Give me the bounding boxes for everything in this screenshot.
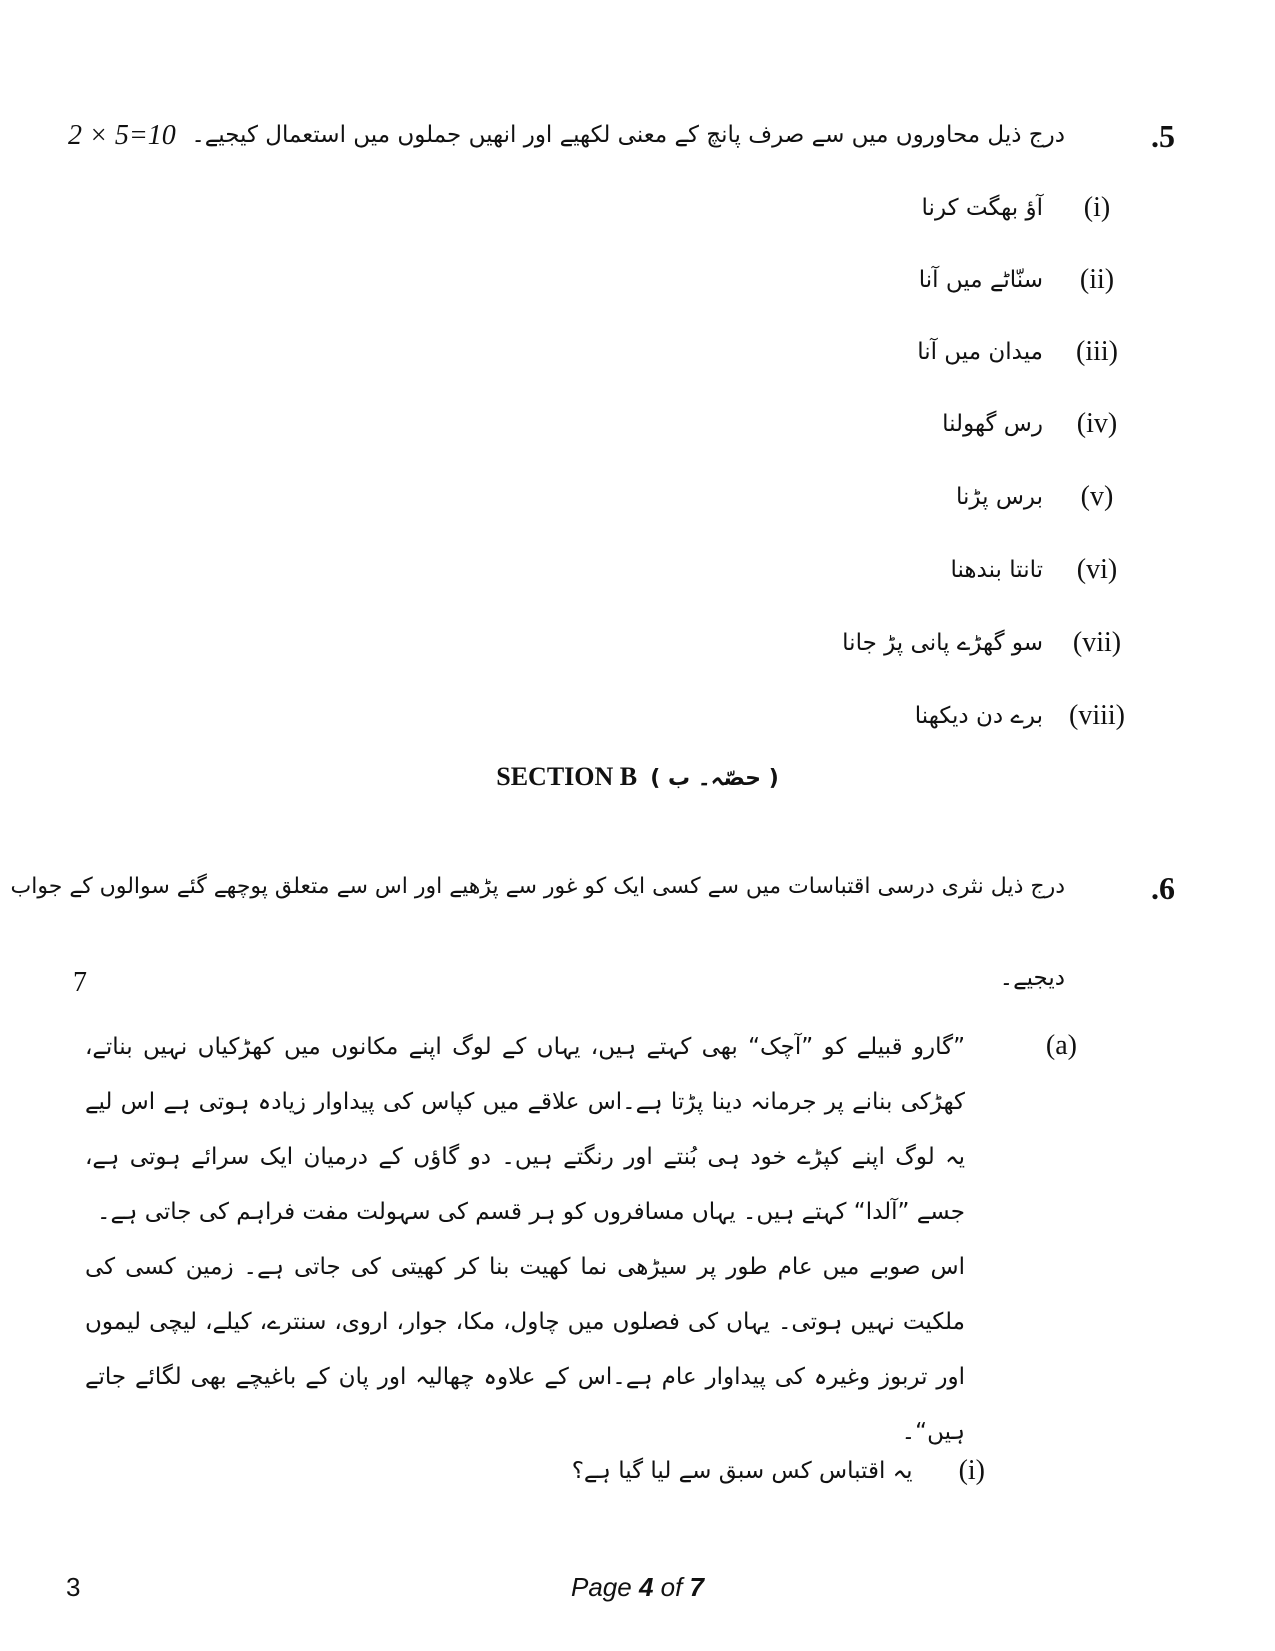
sub-question-number: (i) bbox=[958, 1455, 985, 1486]
q5-marks: 2 × 5=10 bbox=[68, 120, 176, 151]
idiom-text: تانتا بندھنا bbox=[950, 557, 1043, 583]
q5-instruction: درج ذیل محاوروں میں سے صرف پانچ کے معنی لکھیے اور انھیں جملوں میں استعمال کیجیے۔ bbox=[191, 122, 1065, 148]
idiom-text: آؤ بھگت کرنا bbox=[921, 195, 1043, 221]
section-label-urdu: ( حصّہ۔ ب ) bbox=[650, 766, 779, 791]
page-current: 4 bbox=[638, 1572, 654, 1602]
q5-number: .5 bbox=[1151, 118, 1175, 154]
section-label: SECTION B bbox=[496, 762, 638, 791]
idiom-item bbox=[919, 264, 1127, 296]
page-of: of bbox=[653, 1572, 690, 1602]
page-total: 7 bbox=[689, 1572, 705, 1602]
page-indicator bbox=[0, 1572, 1275, 1603]
idiom-text: سو گھڑے پانی پڑ جانا bbox=[842, 630, 1043, 656]
q6-number: .6 bbox=[1151, 870, 1175, 906]
sub-question-text: یہ اقتباس کس سبق سے لیا گیا ہے؟ bbox=[571, 1458, 913, 1484]
passage-paragraph-1: ”گارو قبیلے کو ”آچک“ بھی کہتے ہیں، یہاں کے لوگ اپنے مکانوں میں کھڑکیاں نہیں بناتے، کھڑکی بنانے پر جرمانہ دینا پڑتا ہے۔اس علاقے میں کپاس کی پیداوار زیادہ ہوتی ہے اس لیے یہ لوگ اپنے کپڑے خود ہی بُنتے اور رنگتے ہیں۔ دو گاؤں کے درمیان ایک سرائے ہوتی ہے، جسے ”آلدا“ کہتے ہیں۔ یہاں مسافروں کو ہر قسم کی سہولت مفت فراہم کی جاتی ہے۔ bbox=[85, 1034, 965, 1225]
idiom-text: برے دن دیکھنا bbox=[914, 703, 1043, 729]
passage-paragraph-2: اس صوبے میں عام طور پر سیڑھی نما کھیت بنا کر کھیتی کی جاتی ہے۔ زمین کسی کی ملکیت نہیں ہوتی۔ یہاں کی فصلوں میں چاول، مکا، جوار، اروی، سنترے، کیلے، لیچی لیموں اور تربوز وغیرہ کی پیداوار عام ہے۔اس کے علاوہ چھالیہ اور پان کے باغیچے بھی لگائے جاتے ہیں“۔ bbox=[85, 1254, 965, 1445]
idiom-item bbox=[956, 481, 1127, 513]
idiom-number: (i) bbox=[1083, 192, 1111, 223]
idiom-item bbox=[915, 700, 1127, 732]
idiom-item bbox=[917, 336, 1127, 368]
idiom-item bbox=[842, 627, 1127, 659]
idiom-number: (vi) bbox=[1076, 554, 1118, 585]
page-prefix: Page bbox=[570, 1572, 639, 1602]
q6-marks: 7 bbox=[73, 967, 87, 998]
idiom-number: (ii) bbox=[1079, 264, 1115, 295]
q6-instruction-line2: دیجیے۔ bbox=[999, 965, 1065, 991]
idiom-text: رس گھولنا bbox=[942, 411, 1043, 437]
idiom-item bbox=[942, 408, 1127, 440]
q6-instruction-line1: درج ذیل نثری درسی اقتباسات میں سے کسی ایک کو غور سے پڑھیے اور اس سے متعلق پوچھے گئے سوالوں کے جواب bbox=[10, 874, 1065, 899]
idiom-number: (iii) bbox=[1076, 336, 1118, 367]
idiom-text: سنّاٹے میں آنا bbox=[918, 267, 1043, 293]
idiom-item bbox=[922, 192, 1127, 224]
idiom-number: (viii) bbox=[1069, 700, 1125, 731]
footer-code: 3 bbox=[66, 1572, 81, 1602]
idiom-number: (iv) bbox=[1076, 408, 1118, 439]
passage-label: (a) bbox=[1045, 1030, 1077, 1061]
idiom-item bbox=[950, 554, 1127, 586]
idiom-text: برس پڑنا bbox=[956, 484, 1043, 510]
idiom-number: (v) bbox=[1080, 481, 1114, 512]
sub-question bbox=[572, 1455, 985, 1487]
idiom-number: (vii) bbox=[1072, 627, 1122, 658]
section-heading bbox=[0, 762, 1275, 792]
idiom-text: میدان میں آنا bbox=[917, 339, 1043, 365]
